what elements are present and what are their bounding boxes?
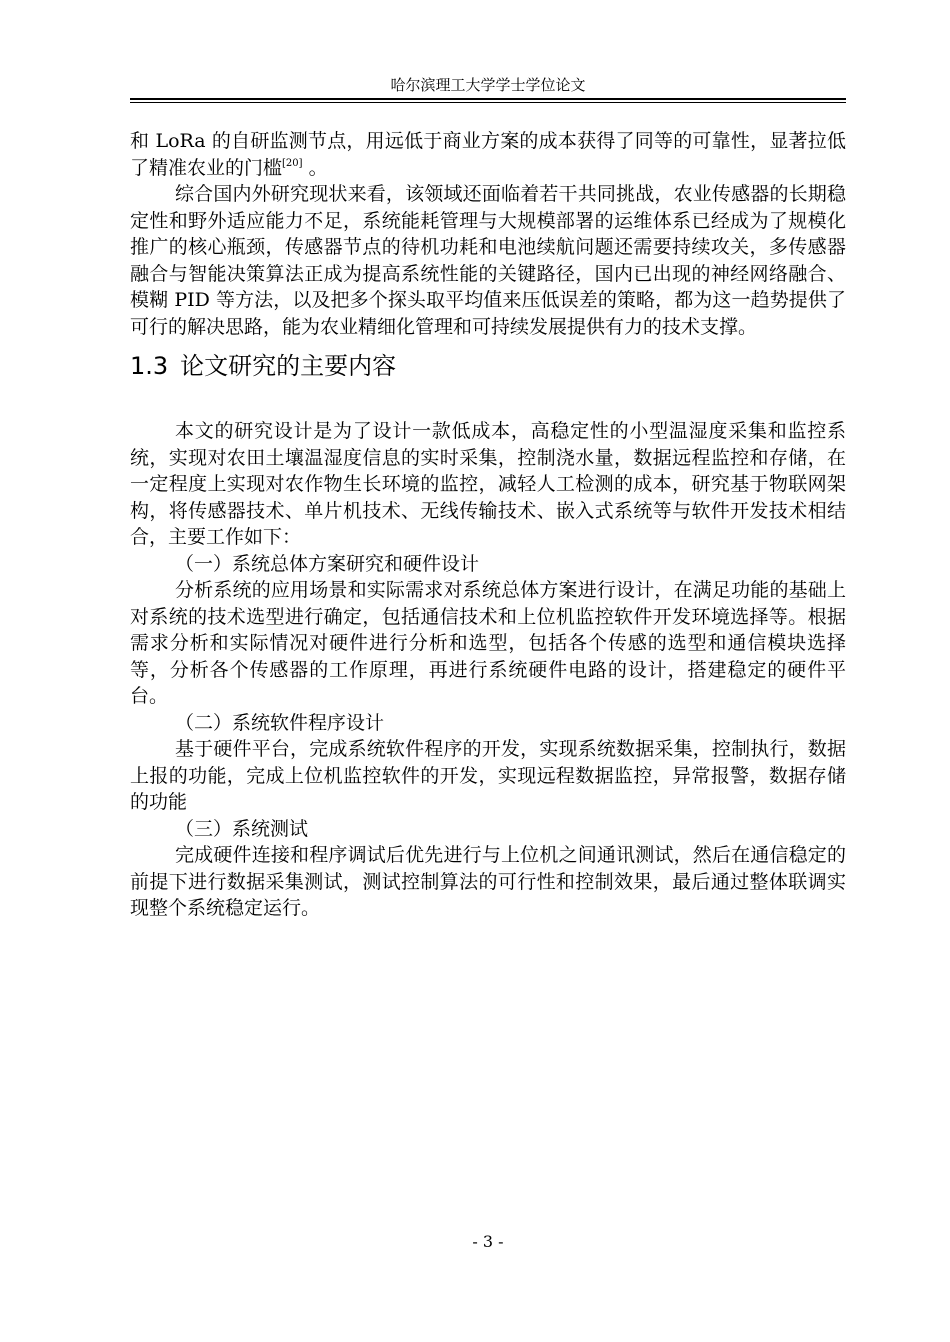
header-rule-thin <box>130 102 846 103</box>
item-text-1: 分析系统的应用场景和实际需求对系统总体方案进行设计，在满足功能的基础上对系统的技术选型进行确定，包括通信技术和上位机监控软件开发环境选择等。根据需求分析和实际情况对硬件进行分析和选型，包括各个传感的选型和通信模块选择等，分析各个传感器的工作原理，再进行系统硬件电路的设计，搭建稳定的硬件平台。 <box>130 579 846 707</box>
running-header: 哈尔滨理工大学学士学位论文 <box>390 76 586 94</box>
paragraph-continued <box>130 128 846 181</box>
heading-spacer <box>130 382 846 418</box>
item-heading-1: （一）系统总体方案研究和硬件设计 <box>175 552 480 575</box>
section-title: 论文研究的主要内容 <box>180 352 397 380</box>
page-number: - 3 - <box>472 1232 504 1251</box>
page-body <box>130 128 846 922</box>
item-heading-3: （三）系统测试 <box>175 817 309 840</box>
item-text-3: 完成硬件连接和程序调试后优先进行与上位机之间通讯测试，然后在通信稳定的前提下进行数据采集测试，测试控制算法的可行性和控制效果，最后通过整体联调实现整个系统稳定运行。 <box>130 844 846 919</box>
paragraph-summary: 综合国内外研究现状来看，该领域还面临着若干共同挑战，农业传感器的长期稳定性和野外适应能力不足，系统能耗管理与大规模部署的运维体系已经成为了规模化推广的核心瓶颈，传感器节点的待机功耗和电池续航问题还需要持续攻关，多传感器融合与智能决策算法正成为提高系统性能的关键路径，国内已出现的神经网络融合、模糊 PID 等方法，以及把多个探头取平均值来压低误差的策略，都为这一趋势提供了可行的解决思路，能为农业精细化管理和可持续发展提供有力的技术支撑。 <box>130 183 846 338</box>
item-heading-2: （二）系统软件程序设计 <box>175 711 385 734</box>
paragraph-intro: 本文的研究设计是为了设计一款低成本，高稳定性的小型温湿度采集和监控系统，实现对农田土壤温湿度信息的实时采集，控制浇水量，数据远程监控和存储，在一定程度上实现对农作物生长环境的监控，减轻人工检测的成本，研究基于物联网架构，将传感器技术、单片机技术、无线传输技术、嵌入式系统等与软件开发技术相结合，主要工作如下： <box>130 420 846 548</box>
item-text-2: 基于硬件平台，完成系统软件程序的开发，实现系统数据采集，控制执行，数据上报的功能，完成上位机监控软件的开发，实现远程数据监控，异常报警，数据存储的功能 <box>130 738 846 813</box>
section-number: 1.3 <box>130 352 169 380</box>
paragraph-tail: 。 <box>302 156 328 179</box>
paragraph-text: 和 LoRa 的自研监测节点，用远低于商业方案的成本获得了同等的可靠性，显著拉低了精准农业的门槛 <box>130 130 846 179</box>
citation-ref: [20] <box>282 157 303 169</box>
section-heading <box>130 350 846 382</box>
header-rule-thick <box>130 98 846 100</box>
